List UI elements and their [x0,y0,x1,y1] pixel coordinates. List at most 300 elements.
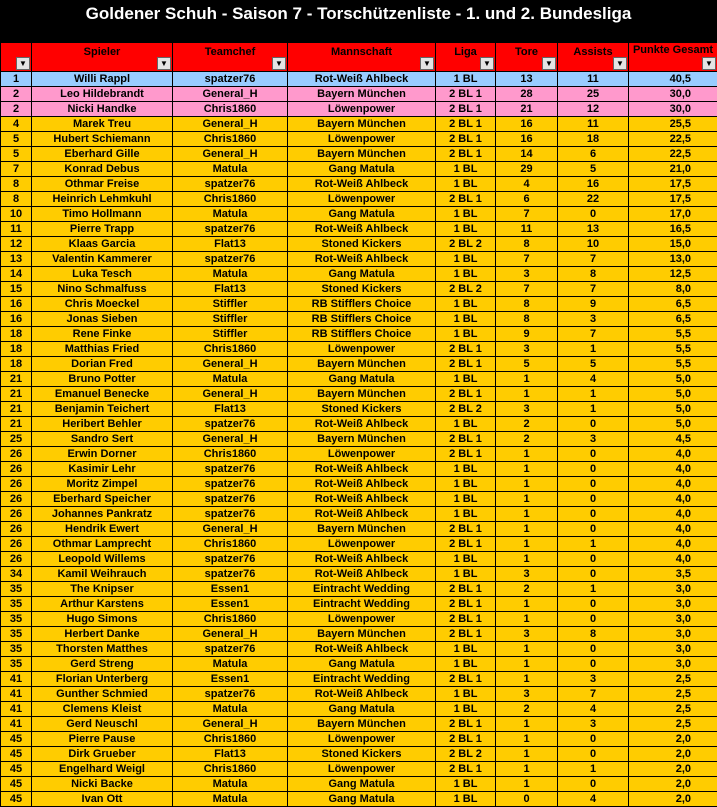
table-row [1,267,717,282]
cell-rank: 8 [1,177,32,192]
table-row [1,117,717,132]
cell-mannschaft: Rot-Weiß Ahlbeck [288,462,436,477]
cell-tore: 1 [496,522,558,537]
cell-teamchef: spatzer76 [173,492,288,507]
cell-teamchef: Stiffler [173,312,288,327]
column-header-label: Tore [514,46,539,58]
cell-assists: 1 [558,582,629,597]
cell-spieler: Dorian Fred [32,357,173,372]
cell-mannschaft: Bayern München [288,147,436,162]
cell-tore: 29 [496,162,558,177]
cell-punkte-gesamt: 4,0 [629,537,717,552]
cell-punkte-gesamt: 15,0 [629,237,717,252]
cell-tore: 8 [496,237,558,252]
table-row [1,87,717,102]
cell-teamchef: Chris1860 [173,612,288,627]
cell-tore: 1 [496,777,558,792]
cell-spieler: Nicki Handke [32,102,173,117]
cell-mannschaft: Stoned Kickers [288,747,436,762]
cell-spieler: Johannes Pankratz [32,507,173,522]
cell-liga: 1 BL [436,657,496,672]
cell-teamchef: Chris1860 [173,762,288,777]
cell-tore: 1 [496,597,558,612]
cell-rank: 45 [1,762,32,777]
cell-punkte-gesamt: 22,5 [629,132,717,147]
cell-assists: 4 [558,792,629,807]
cell-mannschaft: Gang Matula [288,702,436,717]
table-row [1,207,717,222]
cell-liga: 2 BL 1 [436,432,496,447]
cell-liga: 2 BL 2 [436,402,496,417]
filter-dropdown-icon[interactable]: ▼ [420,57,434,70]
cell-tore: 1 [496,552,558,567]
cell-spieler: Chris Moeckel [32,297,173,312]
cell-mannschaft: Bayern München [288,117,436,132]
column-header-assists [558,43,629,72]
cell-rank: 34 [1,567,32,582]
cell-teamchef: spatzer76 [173,72,288,87]
cell-teamchef: Matula [173,657,288,672]
cell-assists: 7 [558,252,629,267]
cell-spieler: Marek Treu [32,117,173,132]
cell-punkte-gesamt: 4,0 [629,507,717,522]
table-row [1,237,717,252]
cell-mannschaft: Gang Matula [288,792,436,807]
cell-liga: 2 BL 1 [436,132,496,147]
cell-teamchef: Flat13 [173,747,288,762]
cell-liga: 2 BL 1 [436,357,496,372]
cell-rank: 16 [1,297,32,312]
cell-assists: 22 [558,192,629,207]
column-header-mannschaft [288,43,436,72]
cell-punkte-gesamt: 5,0 [629,372,717,387]
table-row [1,612,717,627]
cell-punkte-gesamt: 3,0 [629,642,717,657]
cell-mannschaft: Rot-Weiß Ahlbeck [288,552,436,567]
cell-mannschaft: Eintracht Wedding [288,582,436,597]
cell-mannschaft: RB Stifflers Choice [288,297,436,312]
cell-assists: 1 [558,342,629,357]
cell-teamchef: Chris1860 [173,537,288,552]
cell-liga: 1 BL [436,177,496,192]
cell-liga: 2 BL 1 [436,87,496,102]
cell-punkte-gesamt: 21,0 [629,162,717,177]
cell-spieler: Bruno Potter [32,372,173,387]
filter-dropdown-icon[interactable]: ▼ [702,57,716,70]
cell-teamchef: spatzer76 [173,687,288,702]
cell-spieler: Ivan Ott [32,792,173,807]
cell-mannschaft: Gang Matula [288,267,436,282]
table-row [1,597,717,612]
cell-teamchef: General_H [173,627,288,642]
cell-punkte-gesamt: 5,5 [629,342,717,357]
cell-mannschaft: Bayern München [288,627,436,642]
cell-rank: 11 [1,222,32,237]
cell-assists: 10 [558,237,629,252]
header-row [1,43,717,72]
cell-liga: 1 BL [436,162,496,177]
cell-liga: 1 BL [436,507,496,522]
cell-teamchef: spatzer76 [173,567,288,582]
cell-rank: 5 [1,132,32,147]
cell-assists: 1 [558,387,629,402]
cell-spieler: Pierre Trapp [32,222,173,237]
cell-mannschaft: Bayern München [288,432,436,447]
cell-liga: 1 BL [436,297,496,312]
cell-tore: 7 [496,207,558,222]
cell-teamchef: General_H [173,387,288,402]
cell-punkte-gesamt: 5,0 [629,402,717,417]
cell-rank: 35 [1,612,32,627]
cell-liga: 1 BL [436,252,496,267]
column-header-label: Liga [454,46,477,58]
cell-liga: 2 BL 1 [436,627,496,642]
cell-punkte-gesamt: 2,0 [629,732,717,747]
cell-assists: 9 [558,297,629,312]
cell-liga: 2 BL 1 [436,102,496,117]
cell-punkte-gesamt: 13,0 [629,252,717,267]
cell-assists: 4 [558,372,629,387]
cell-assists: 0 [558,777,629,792]
filter-dropdown-icon[interactable]: ▼ [542,57,556,70]
cell-liga: 1 BL [436,777,496,792]
cell-spieler: Florian Unterberg [32,672,173,687]
cell-spieler: Emanuel Benecke [32,387,173,402]
cell-liga: 1 BL [436,492,496,507]
cell-tore: 6 [496,192,558,207]
cell-spieler: Dirk Grueber [32,747,173,762]
cell-assists: 0 [558,462,629,477]
table-row [1,132,717,147]
cell-assists: 0 [558,732,629,747]
cell-punkte-gesamt: 3,0 [629,612,717,627]
cell-tore: 1 [496,462,558,477]
cell-teamchef: General_H [173,117,288,132]
cell-mannschaft: Eintracht Wedding [288,672,436,687]
table-row [1,417,717,432]
cell-tore: 16 [496,117,558,132]
cell-tore: 9 [496,327,558,342]
cell-teamchef: Matula [173,162,288,177]
cell-mannschaft: Eintracht Wedding [288,597,436,612]
cell-mannschaft: Rot-Weiß Ahlbeck [288,72,436,87]
page-title: Goldener Schuh - Saison 7 - Torschützenliste - 1. und 2. Bundesliga [0,0,717,42]
cell-punkte-gesamt: 25,5 [629,117,717,132]
cell-tore: 14 [496,147,558,162]
table-row [1,432,717,447]
cell-assists: 1 [558,537,629,552]
cell-teamchef: Chris1860 [173,732,288,747]
cell-rank: 4 [1,117,32,132]
cell-assists: 0 [558,447,629,462]
cell-mannschaft: Gang Matula [288,162,436,177]
cell-teamchef: Chris1860 [173,447,288,462]
cell-tore: 11 [496,222,558,237]
cell-spieler: Thorsten Matthes [32,642,173,657]
cell-punkte-gesamt: 4,0 [629,552,717,567]
cell-liga: 2 BL 1 [436,147,496,162]
cell-liga: 2 BL 1 [436,597,496,612]
cell-tore: 3 [496,267,558,282]
cell-tore: 5 [496,357,558,372]
cell-assists: 0 [558,747,629,762]
cell-tore: 3 [496,567,558,582]
cell-tore: 1 [496,372,558,387]
cell-teamchef: Chris1860 [173,102,288,117]
cell-teamchef: Essen1 [173,582,288,597]
column-header-label: Teamchef [204,46,256,58]
filter-dropdown-icon[interactable]: ▼ [613,57,627,70]
cell-assists: 0 [558,477,629,492]
cell-teamchef: Chris1860 [173,342,288,357]
cell-tore: 4 [496,177,558,192]
cell-liga: 1 BL [436,702,496,717]
cell-mannschaft: Löwenpower [288,762,436,777]
cell-rank: 18 [1,357,32,372]
table-row [1,492,717,507]
cell-teamchef: Chris1860 [173,132,288,147]
cell-tore: 1 [496,657,558,672]
table-row [1,762,717,777]
cell-teamchef: Matula [173,792,288,807]
cell-punkte-gesamt: 3,0 [629,582,717,597]
cell-rank: 26 [1,462,32,477]
cell-tore: 8 [496,297,558,312]
cell-spieler: The Knipser [32,582,173,597]
cell-spieler: Gerd Streng [32,657,173,672]
table-row [1,192,717,207]
cell-punkte-gesamt: 2,5 [629,687,717,702]
cell-liga: 2 BL 1 [436,762,496,777]
cell-mannschaft: Bayern München [288,87,436,102]
cell-teamchef: spatzer76 [173,477,288,492]
cell-teamchef: spatzer76 [173,642,288,657]
table-row [1,702,717,717]
cell-mannschaft: Bayern München [288,357,436,372]
cell-punkte-gesamt: 4,0 [629,522,717,537]
cell-spieler: Matthias Fried [32,342,173,357]
cell-mannschaft: Rot-Weiß Ahlbeck [288,252,436,267]
cell-punkte-gesamt: 4,0 [629,477,717,492]
cell-tore: 1 [496,672,558,687]
cell-rank: 21 [1,372,32,387]
cell-mannschaft: Stoned Kickers [288,237,436,252]
cell-assists: 5 [558,357,629,372]
cell-spieler: Sandro Sert [32,432,173,447]
cell-punkte-gesamt: 4,0 [629,492,717,507]
cell-rank: 45 [1,777,32,792]
cell-teamchef: spatzer76 [173,252,288,267]
cell-spieler: Othmar Lamprecht [32,537,173,552]
cell-punkte-gesamt: 40,5 [629,72,717,87]
cell-assists: 0 [558,597,629,612]
cell-mannschaft: Rot-Weiß Ahlbeck [288,687,436,702]
cell-teamchef: Flat13 [173,402,288,417]
cell-tore: 2 [496,702,558,717]
cell-punkte-gesamt: 6,5 [629,297,717,312]
cell-rank: 21 [1,387,32,402]
cell-assists: 0 [558,657,629,672]
cell-punkte-gesamt: 6,5 [629,312,717,327]
cell-punkte-gesamt: 4,0 [629,462,717,477]
cell-liga: 2 BL 1 [436,717,496,732]
cell-spieler: Engelhard Weigl [32,762,173,777]
cell-assists: 1 [558,402,629,417]
cell-liga: 1 BL [436,687,496,702]
table-row [1,582,717,597]
cell-assists: 11 [558,72,629,87]
cell-assists: 3 [558,717,629,732]
cell-punkte-gesamt: 3,0 [629,657,717,672]
cell-teamchef: Chris1860 [173,192,288,207]
cell-spieler: Benjamin Teichert [32,402,173,417]
table-row [1,282,717,297]
table-row [1,72,717,87]
cell-liga: 1 BL [436,372,496,387]
cell-liga: 2 BL 1 [436,447,496,462]
cell-mannschaft: Rot-Weiß Ahlbeck [288,417,436,432]
cell-mannschaft: Löwenpower [288,342,436,357]
cell-spieler: Gunther Schmied [32,687,173,702]
cell-mannschaft: Löwenpower [288,132,436,147]
cell-spieler: Herbert Danke [32,627,173,642]
cell-liga: 1 BL [436,477,496,492]
cell-tore: 1 [496,747,558,762]
cell-liga: 1 BL [436,567,496,582]
cell-teamchef: General_H [173,357,288,372]
cell-spieler: Erwin Dorner [32,447,173,462]
cell-liga: 1 BL [436,222,496,237]
column-header-punkte-gesamt [629,43,717,72]
cell-mannschaft: Gang Matula [288,207,436,222]
cell-teamchef: spatzer76 [173,462,288,477]
cell-liga: 2 BL 1 [436,192,496,207]
cell-rank: 26 [1,552,32,567]
cell-tore: 1 [496,507,558,522]
table-row [1,372,717,387]
cell-rank: 12 [1,237,32,252]
cell-mannschaft: Löwenpower [288,447,436,462]
cell-punkte-gesamt: 12,5 [629,267,717,282]
cell-punkte-gesamt: 4,0 [629,447,717,462]
filter-dropdown-icon[interactable]: ▼ [16,57,30,70]
cell-teamchef: Matula [173,372,288,387]
cell-punkte-gesamt: 3,0 [629,627,717,642]
table-row [1,627,717,642]
cell-assists: 0 [558,492,629,507]
cell-mannschaft: Gang Matula [288,372,436,387]
table-row [1,462,717,477]
table-row [1,147,717,162]
cell-teamchef: General_H [173,522,288,537]
cell-rank: 5 [1,147,32,162]
cell-punkte-gesamt: 5,5 [629,327,717,342]
cell-assists: 0 [558,507,629,522]
cell-assists: 7 [558,327,629,342]
cell-mannschaft: Löwenpower [288,192,436,207]
cell-punkte-gesamt: 5,5 [629,357,717,372]
cell-liga: 1 BL [436,327,496,342]
cell-mannschaft: Bayern München [288,522,436,537]
table-row [1,162,717,177]
cell-assists: 13 [558,222,629,237]
cell-punkte-gesamt: 2,5 [629,672,717,687]
cell-teamchef: spatzer76 [173,552,288,567]
table-body [1,72,717,807]
cell-tore: 1 [496,642,558,657]
table-row [1,732,717,747]
table-row [1,777,717,792]
cell-teamchef: Matula [173,207,288,222]
cell-rank: 41 [1,672,32,687]
filter-dropdown-icon[interactable]: ▼ [157,57,171,70]
cell-teamchef: Matula [173,702,288,717]
cell-rank: 8 [1,192,32,207]
cell-spieler: Moritz Zimpel [32,477,173,492]
cell-assists: 16 [558,177,629,192]
cell-rank: 45 [1,747,32,762]
cell-teamchef: Flat13 [173,282,288,297]
cell-mannschaft: Rot-Weiß Ahlbeck [288,567,436,582]
cell-spieler: Heinrich Lehmkuhl [32,192,173,207]
cell-teamchef: Flat13 [173,237,288,252]
cell-mannschaft: Löwenpower [288,537,436,552]
cell-spieler: Heribert Behler [32,417,173,432]
filter-dropdown-icon[interactable]: ▼ [272,57,286,70]
cell-liga: 2 BL 1 [436,522,496,537]
cell-assists: 8 [558,267,629,282]
cell-punkte-gesamt: 3,5 [629,567,717,582]
cell-teamchef: spatzer76 [173,507,288,522]
cell-rank: 14 [1,267,32,282]
cell-rank: 13 [1,252,32,267]
table-row [1,252,717,267]
cell-punkte-gesamt: 30,0 [629,87,717,102]
cell-liga: 2 BL 1 [436,582,496,597]
cell-punkte-gesamt: 5,0 [629,417,717,432]
cell-punkte-gesamt: 3,0 [629,597,717,612]
cell-punkte-gesamt: 2,0 [629,792,717,807]
cell-spieler: Klaas Garcia [32,237,173,252]
cell-spieler: Willi Rappl [32,72,173,87]
cell-assists: 8 [558,627,629,642]
cell-spieler: Leopold Willems [32,552,173,567]
cell-liga: 2 BL 1 [436,537,496,552]
cell-tore: 1 [496,717,558,732]
cell-rank: 35 [1,582,32,597]
cell-assists: 7 [558,687,629,702]
cell-tore: 1 [496,537,558,552]
cell-tore: 2 [496,582,558,597]
cell-tore: 1 [496,387,558,402]
filter-dropdown-icon[interactable]: ▼ [480,57,494,70]
cell-spieler: Othmar Freise [32,177,173,192]
cell-spieler: Nino Schmalfuss [32,282,173,297]
table-row [1,567,717,582]
cell-rank: 26 [1,492,32,507]
table-row [1,477,717,492]
table-row [1,717,717,732]
cell-assists: 0 [558,552,629,567]
cell-liga: 1 BL [436,417,496,432]
column-header-label: Mannschaft [330,46,393,58]
column-header-label: Punkte Gesamt [632,44,714,56]
cell-mannschaft: Gang Matula [288,777,436,792]
cell-assists: 0 [558,207,629,222]
cell-rank: 25 [1,432,32,447]
cell-spieler: Arthur Karstens [32,597,173,612]
cell-rank: 26 [1,507,32,522]
